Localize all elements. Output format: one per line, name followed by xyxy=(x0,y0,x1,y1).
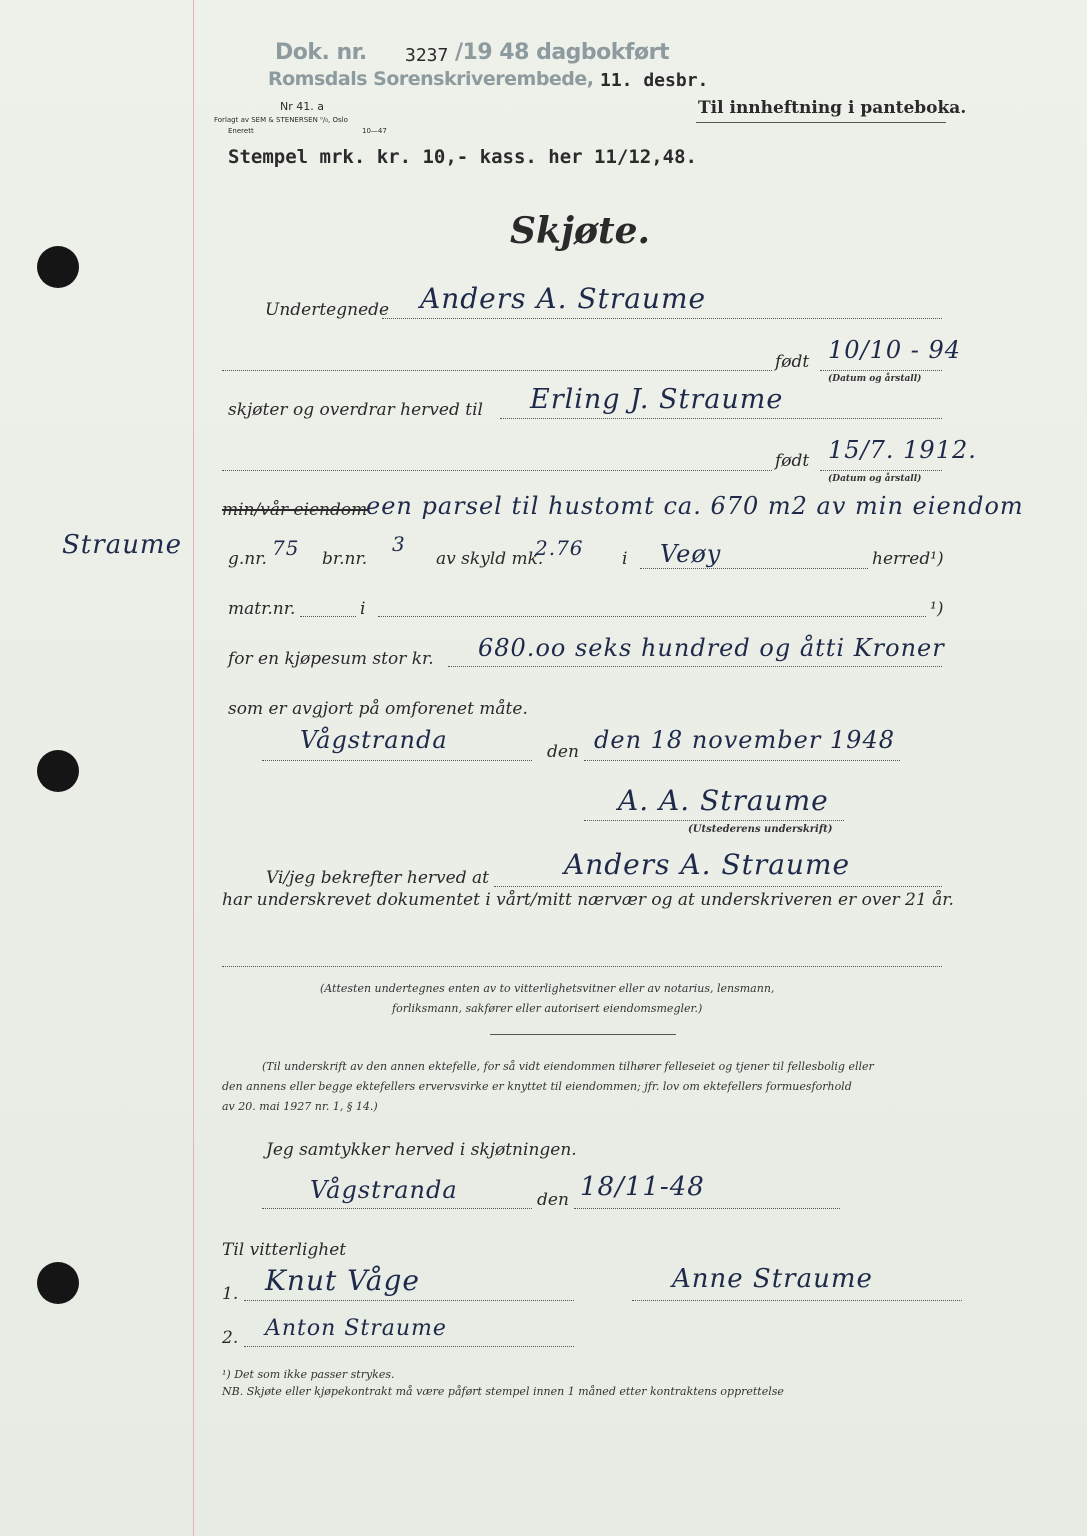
witness-2: Anton Straume xyxy=(265,1316,447,1341)
innheftning-underline xyxy=(696,122,946,123)
ektefelle-note-3: av 20. mai 1927 nr. 1, § 14.) xyxy=(222,1100,378,1113)
place-2-line xyxy=(262,1208,532,1209)
bekrefter-label: Vi/jeg bekrefter herved at xyxy=(266,868,489,888)
date-1: den 18 november 1948 xyxy=(594,726,895,754)
til-innheftning: Til innheftning i panteboka. xyxy=(698,98,967,118)
matr-end: ¹) xyxy=(930,599,944,619)
date-2-line xyxy=(574,1208,840,1209)
undertegnede-line xyxy=(382,318,942,319)
bekrefter-value: Anders A. Straume xyxy=(564,848,851,881)
undertegnede-value: Anders A. Straume xyxy=(420,282,707,315)
skjoter-line xyxy=(500,418,942,419)
stempel-line: Stempel mrk. kr. 10,- kass. her 11/12,48. xyxy=(228,146,697,168)
fodt-line-left-2 xyxy=(222,470,772,471)
signature-2: Anne Straume xyxy=(672,1264,873,1294)
gnr-value: 75 xyxy=(272,536,300,560)
footnote-1: ¹) Det som ikke passer strykes. xyxy=(222,1368,395,1381)
fodt-value-1: 10/10 - 94 xyxy=(828,336,962,364)
dok-label: Dok. nr. xyxy=(275,40,367,65)
matr-i-label: i xyxy=(360,599,366,619)
den-label-1: den xyxy=(547,742,579,762)
witness-2-line xyxy=(244,1346,574,1347)
samtykker-label: Jeg samtykker herved i skjøtningen. xyxy=(266,1140,577,1160)
underskrevet-text: har underskrevet dokumentet i vårt/mitt nærvær og at underskriveren er over 21 år. xyxy=(222,890,954,910)
witness-1-number: 1. xyxy=(222,1284,239,1304)
publisher-enerett: Enerett xyxy=(228,127,254,135)
skjoter-value: Erling J. Straume xyxy=(530,384,784,415)
matr-label: matr.nr. xyxy=(228,599,296,619)
registration-date: 11. desbr. xyxy=(600,70,709,91)
bekrefter-line xyxy=(494,886,942,887)
attest-line xyxy=(222,966,942,967)
kjopesum-label: for en kjøpesum stor kr. xyxy=(228,649,434,669)
attest-note-2: forliksmann, sakfører eller autorisert eiendomsmegler.) xyxy=(392,1002,703,1015)
margin-line xyxy=(193,0,194,1536)
date-2: 18/11-48 xyxy=(580,1172,705,1202)
skyld-value: 2.76 xyxy=(535,536,584,560)
herred-value: Veøy xyxy=(660,540,722,568)
avgjort-label: som er avgjort på omforenet måte. xyxy=(228,699,528,719)
undertegnede-label: Undertegnede xyxy=(265,300,390,320)
matr-line xyxy=(300,616,356,617)
datum-note-1: (Datum og årstall) xyxy=(828,374,922,384)
publisher-line: Forlagt av SEM & STENERSEN ⁰/₀, Oslo xyxy=(214,116,348,124)
date-1-line xyxy=(584,760,900,761)
place-2: Vågstranda xyxy=(310,1176,458,1204)
punch-hole xyxy=(37,750,79,792)
signature-2-line xyxy=(632,1300,962,1301)
place-1: Vågstranda xyxy=(300,726,448,754)
place-1-line xyxy=(262,760,532,761)
margin-note: Straume xyxy=(62,530,182,560)
kjopesum-value: 680.oo seks hundred og åtti Kroner xyxy=(478,634,945,662)
document-title: Skjøte. xyxy=(510,210,651,252)
attest-note-1: (Attesten undertegnes enten av to vitterlighetsvitner eller av notarius, lensmann, xyxy=(320,982,775,995)
dok-number: 3237 xyxy=(405,45,449,66)
fodt-line-2 xyxy=(820,470,942,471)
brnr-label: br.nr. xyxy=(322,549,368,569)
office-stamp: Romsdals Sorenskriverembede, xyxy=(268,68,594,90)
witness-2-number: 2. xyxy=(222,1328,239,1348)
brnr-value: 3 xyxy=(392,532,406,556)
gnr-label: g.nr. xyxy=(228,549,267,569)
ektefelle-note-1: (Til underskrift av den annen ektefelle, for så vidt eiendommen tilhører felleseiet og tjener til fellesbolig eller xyxy=(262,1060,874,1073)
herred-line xyxy=(640,568,868,569)
fodt-line-left-1 xyxy=(222,370,772,371)
kjopesum-line xyxy=(448,666,942,667)
den-label-2: den xyxy=(537,1190,569,1210)
eiendom-value: een parsel til hustomt ca. 670 m2 av min eiendom xyxy=(366,492,1024,520)
utsteder-note: (Utstederens underskrift) xyxy=(688,824,833,835)
skyld-i-label: i xyxy=(622,549,628,569)
skjoter-label: skjøter og overdrar herved til xyxy=(228,400,483,420)
footnote-2: NB. Skjøte eller kjøpekontrakt må være påført stempel innen 1 måned etter kontraktens opprettelse xyxy=(222,1385,784,1398)
ektefelle-note-2: den annens eller begge ektefellers ervervsvirke er knyttet til eiendommen; jfr. lov om ektefellers formuesforhold xyxy=(222,1080,852,1093)
fodt-value-2: 15/7. 1912. xyxy=(828,436,977,464)
dok-year: /19 48 dagbokført xyxy=(455,40,669,65)
punch-hole xyxy=(37,1262,79,1304)
eiendom-label: min/vår eiendom xyxy=(222,500,368,520)
matr-i-line xyxy=(378,616,926,617)
fodt-line-1 xyxy=(820,370,942,371)
publisher-code: 10—47 xyxy=(362,127,387,135)
herred-label: herred¹) xyxy=(872,549,944,569)
fodt-label-2: født xyxy=(775,451,810,471)
form-number: Nr 41. a xyxy=(280,100,324,113)
signature-1: A. A. Straume xyxy=(618,784,829,817)
datum-note-2: (Datum og årstall) xyxy=(828,474,922,484)
vitterlighet-label: Til vitterlighet xyxy=(222,1240,347,1260)
witness-1-line xyxy=(244,1300,574,1301)
signature-1-line xyxy=(584,820,844,821)
fodt-label-1: født xyxy=(775,352,810,372)
witness-1: Knut Våge xyxy=(265,1264,420,1297)
punch-hole xyxy=(37,246,79,288)
separator-line xyxy=(490,1034,676,1035)
skyld-label: av skyld mk. xyxy=(436,549,544,569)
